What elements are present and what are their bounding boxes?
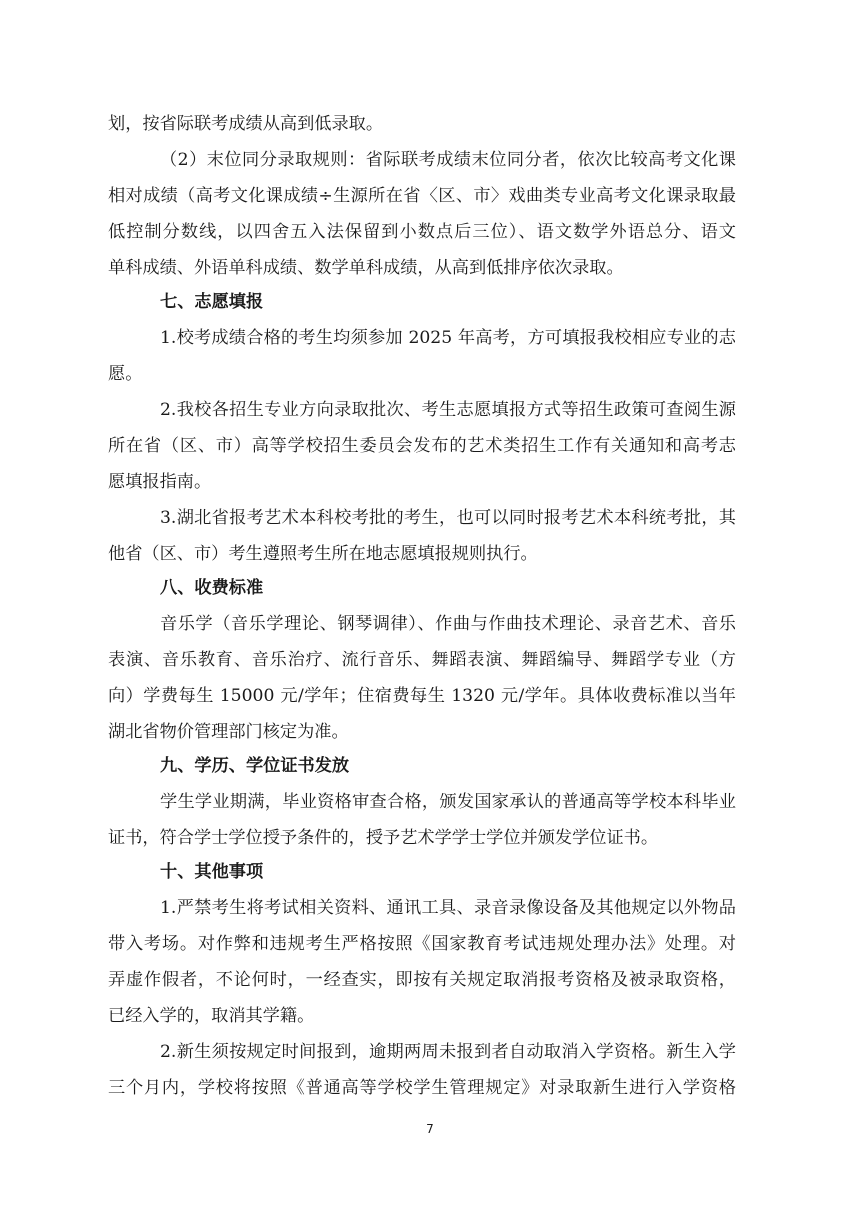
text-line: 音乐学（音乐学理论、钢琴调律）、作曲与作曲技术理论、录音艺术、音乐 [160,614,736,634]
text-line: 低控制分数线，以四舍五入法保留到小数点后三位）、语文数学外语总分、语文 [108,222,736,242]
text-line: 学生学业期满，毕业资格审查合格，颁发国家承认的普通高等学校本科毕业 [160,792,736,812]
text-line: 表演、音乐教育、音乐治疗、流行音乐、舞蹈表演、舞蹈编导、舞蹈学专业（方 [108,650,736,670]
text-line: 相对成绩（高考文化课成绩÷生源所在省〈区、市〉戏曲类专业高考文化课录取最 [108,186,736,206]
text-line: 单科成绩、外语单科成绩、数学单科成绩，从高到低排序依次录取。 [108,258,624,278]
section-heading: 八、收费标准 [160,578,264,598]
text-line: 已经入学的，取消其学籍。 [108,1006,315,1026]
text-line: 向）学费每生 15000 元/学年；住宿费每生 1320 元/学年。具体收费标准以当年 [108,686,736,706]
text-line: 划，按省际联考成绩从高到低录取。 [108,114,384,134]
text-line: 带入考场。对作弊和违规考生严格按照《国家教育考试违规处理办法》处理。对 [108,934,736,954]
text-line: 1.校考成绩合格的考生均须参加 2025 年高考，方可填报我校相应专业的志 [160,328,736,348]
text-line: 三个月内，学校将按照《普通高等学校学生管理规定》对录取新生进行入学资格 [108,1078,736,1098]
text-line: 3.湖北省报考艺术本科校考批的考生，也可以同时报考艺术本科统考批，其 [160,508,736,528]
text-line: 弄虚作假者，不论何时，一经查实，即按有关规定取消报考资格及被录取资格， [108,970,736,990]
section-heading: 十、其他事项 [160,862,264,882]
text-line: 2.新生须按规定时间报到，逾期两周未报到者自动取消入学资格。新生入学 [160,1042,736,1062]
section-heading: 九、学历、学位证书发放 [160,756,350,776]
section-heading: 七、志愿填报 [160,292,264,312]
text-line: 愿。 [108,364,143,384]
text-line: 所在省（区、市）高等学校招生委员会发布的艺术类招生工作有关通知和高考志 [108,436,736,456]
text-line: 他省（区、市）考生遵照考生所在地志愿填报规则执行。 [108,544,538,564]
text-line: 2.我校各招生专业方向录取批次、考生志愿填报方式等招生政策可查阅生源 [160,400,736,420]
text-line: 1.严禁考生将考试相关资料、通讯工具、录音录像设备及其他规定以外物品 [160,898,736,918]
text-line: （2）末位同分录取规则：省际联考成绩末位同分者，依次比较高考文化课 [160,150,736,170]
page-number: 7 [426,1122,434,1136]
text-line: 证书，符合学士学位授予条件的，授予艺术学学士学位并颁发学位证书。 [108,828,659,848]
text-line: 愿填报指南。 [108,472,212,492]
text-line: 湖北省物价管理部门核定为准。 [108,722,349,742]
